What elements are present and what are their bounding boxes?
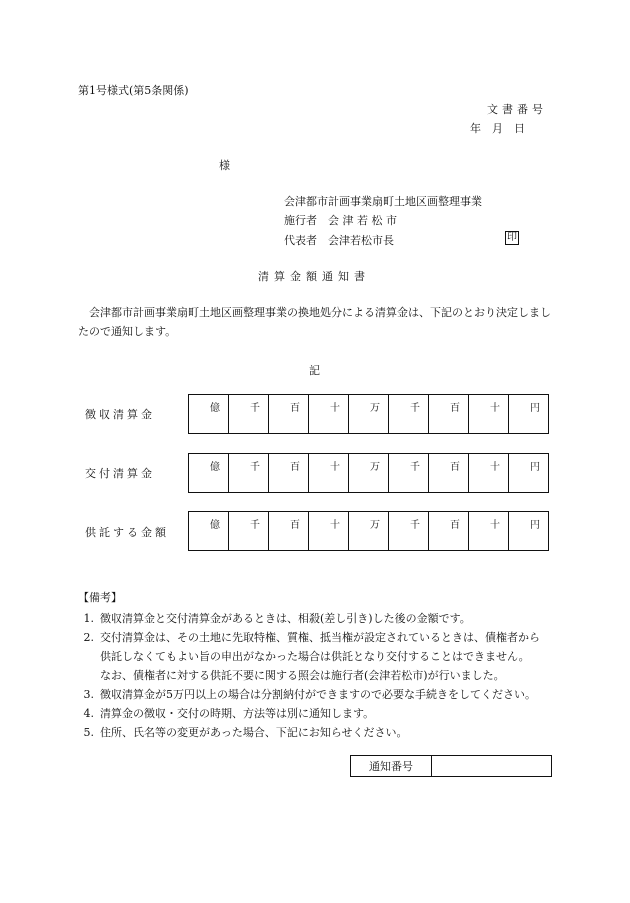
notification-number-box [350,755,552,777]
amount-cell[interactable]: 十 [469,395,509,434]
amount-cell[interactable]: 千 [389,512,429,551]
notification-number-field[interactable] [432,756,552,777]
notification-number-label: 通知番号 [351,756,432,777]
amount-cell[interactable]: 円 [509,395,549,434]
amount-cell[interactable]: 億 [189,512,229,551]
note-text: 徴収清算金が5万円以上の場合は分割納付ができますので必要な手続きをしてください。 [100,688,536,701]
amount-cell[interactable]: 円 [509,454,549,493]
note-item [78,610,471,626]
amount-cell[interactable]: 億 [189,454,229,493]
amount-cell[interactable]: 十 [469,512,509,551]
amount-cell[interactable]: 十 [309,512,349,551]
note-number: 4. [83,707,94,720]
amount-cell[interactable]: 千 [229,512,269,551]
amount-cell[interactable]: 十 [309,454,349,493]
seal-mark: 印 [507,232,517,243]
date-label: 年 月 日 [470,122,525,135]
amount-cell[interactable]: 万 [349,395,389,434]
note-item [78,724,408,740]
deposit-amount-table [188,511,549,551]
amount-cell[interactable]: 億 [189,395,229,434]
deposit-amount-label: 供託する金額 [85,526,169,539]
issuer-project: 会津都市計画事業扇町土地区画整理事業 [284,195,482,208]
collection-settlement-table [188,394,549,434]
note-number: 2. [83,631,94,644]
amount-cell[interactable]: 千 [229,454,269,493]
amount-cell[interactable]: 百 [269,512,309,551]
notes-title: 【備考】 [78,591,122,604]
note-item [78,705,374,721]
note-text: 住所、氏名等の変更があった場合、下記にお知らせください。 [100,726,408,739]
note-text-continued: なお、債権者に対する供託不要に関する照会は施行者(会津若松市)が行いました。 [100,669,505,682]
note-number: 1. [83,612,94,625]
amount-cell[interactable]: 万 [349,512,389,551]
amount-cell[interactable]: 万 [349,454,389,493]
note-text-continued: 供託しなくてもよい旨の申出がなかった場合は供託となり交付することはできません。 [100,650,530,663]
amount-cell[interactable]: 百 [429,395,469,434]
amount-cell[interactable]: 百 [269,454,309,493]
note-number: 3. [83,688,94,701]
recipient-honorific: 様 [219,159,230,172]
note-item [78,686,536,702]
collection-settlement-label: 徴収清算金 [85,408,155,421]
note-number: 5. [83,726,94,739]
note-item [78,629,540,645]
amount-cell[interactable]: 十 [309,395,349,434]
grant-settlement-label: 交付清算金 [85,467,155,480]
document-title: 清算金額通知書 [258,270,370,283]
amount-cell[interactable]: 円 [509,512,549,551]
note-text: 徴収清算金と交付清算金があるときは、相殺(差し引き)した後の金額です。 [100,612,471,625]
amount-cell[interactable]: 百 [429,512,469,551]
amount-cell[interactable]: 千 [389,454,429,493]
grant-settlement-table [188,453,549,493]
note-text: 清算金の徴収・交付の時期、方法等は別に通知します。 [100,707,375,720]
note-text: 交付清算金は、その土地に先取特権、質権、抵当権が設定されているときは、債権者から [100,631,540,644]
issuer-executor: 施行者 会 津 若 松 市 [284,214,397,227]
document-number-label: 文書番号 [487,103,547,116]
amount-cell[interactable]: 百 [269,395,309,434]
amount-cell[interactable]: 千 [389,395,429,434]
body-text: 会津都市計画事業扇町土地区画整理事業の換地処分による清算金は、下記のとおり決定しましたので通知します。 [78,306,551,338]
ki-heading: 記 [309,364,320,377]
amount-cell[interactable]: 百 [429,454,469,493]
form-number: 第1号様式(第5条関係) [78,84,189,97]
issuer-representative: 代表者 会津若松市長 [284,234,394,247]
amount-cell[interactable]: 十 [469,454,509,493]
amount-cell[interactable]: 千 [229,395,269,434]
